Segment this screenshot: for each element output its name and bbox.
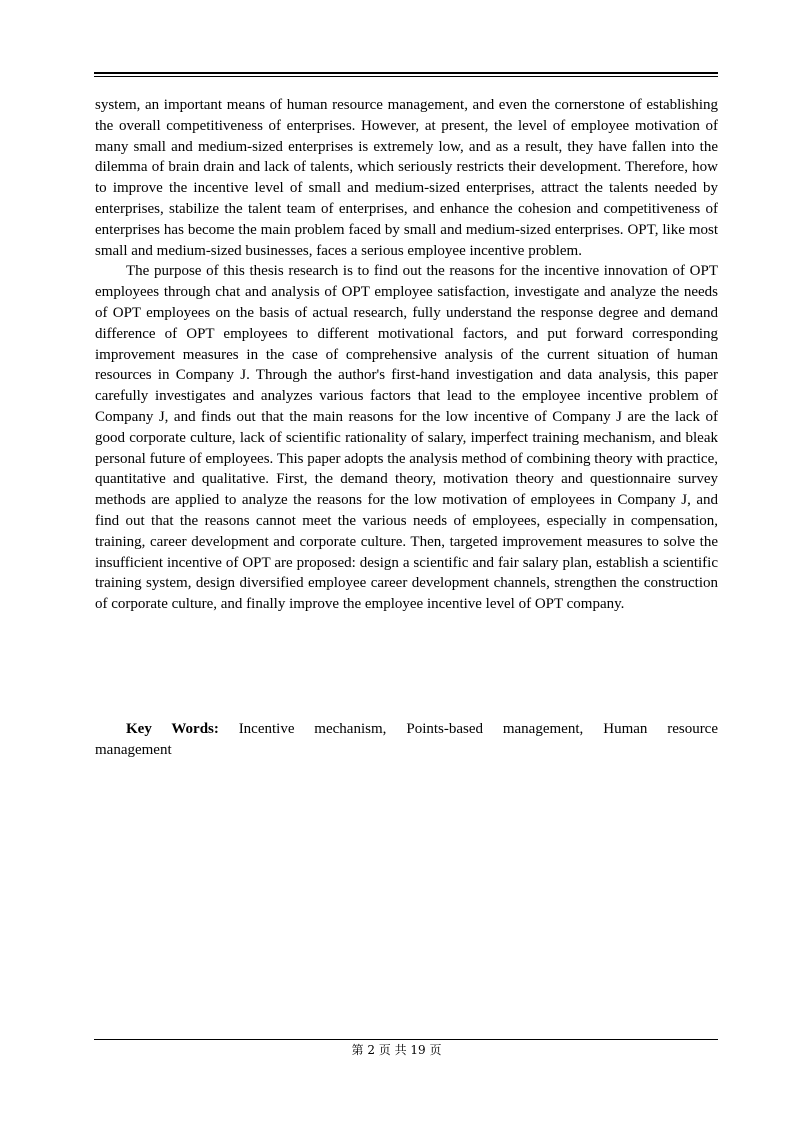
keywords-block [95,719,718,761]
keywords-label: Key Words: [126,721,219,737]
body-paragraph-continued: system, an important means of human resource management, and even the cornerstone of establishing the overall competitiveness of enterprises. However, at present, the level of employee motivation of many small and medium-sized enterprises is extremely low, and as a result, they have fallen into the dilemma of brain drain and lack of talents, which seriously restricts their development. Therefore, how to improve the incentive level of small and medium-sized enterprises, attract the talents needed by enterprises, stabilize the talent team of enterprises, and enhance the cohesion and competitiveness of enterprises has become the main problem faced by small and medium-sized enterprises. OPT, like most small and medium-sized businesses, faces a serious employee incentive problem. [95,97,718,259]
body-paragraph: The purpose of this thesis research is to find out the reasons for the incentive innovation of OPT employees through chat and analysis of OPT employee satisfaction, investigate and analyze the needs of OPT employees on the basis of actual research, fully understand the response degree and demand difference of OPT employees to different motivational factors, and put forward corresponding improvement measures in the case of comprehensive analysis of the current situation of human resources in Company J. Through the author's first-hand investigation and data analysis, this paper carefully investigates and analyzes various factors that lead to the employee incentive problem of Company J, and finds out that the main reasons for the low incentive of Company J are the lack of good corporate culture, lack of scientific rationality of salary, imperfect training mechanism, and bleak personal future of employees. This paper adopts the analysis method of combining theory with practice, quantitative and qualitative. First, the demand theory, motivation theory and questionnaire survey methods are applied to analyze the reasons for the low motivation of employees in Company J, and find out that the reasons cannot meet the various needs of employees, especially in compensation, training, career development and corporate culture. Then, targeted improvement measures to solve the insufficient incentive of OPT are proposed: design a scientific and fair salary plan, establish a scientific training system, design diversified employee career development channels, strengthen the construction of corporate culture, and finally improve the employee incentive level of OPT company. [95,263,718,613]
header-rule [94,72,718,77]
abstract-body [95,95,718,615]
footer-rule [94,1039,718,1040]
keyword-item: Points-based management, [406,721,584,737]
keyword-item: Incentive mechanism, [238,721,387,737]
keyword-item: Human resource management [95,721,719,758]
page-number: 第 2 页 共 19 页 [351,1043,442,1057]
